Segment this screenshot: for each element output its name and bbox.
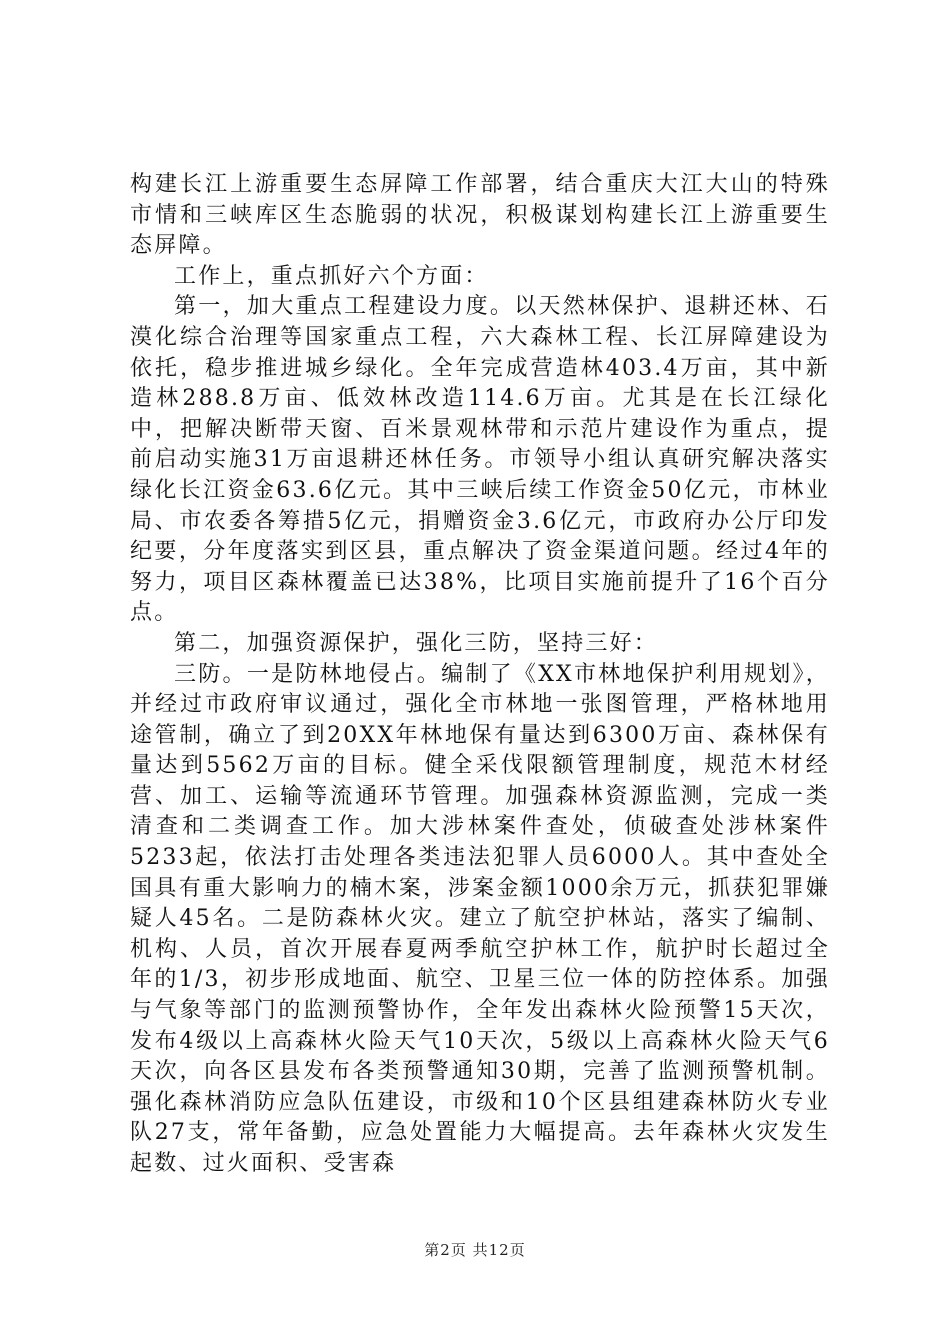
page-number-footer: 第2页 共12页: [424, 1241, 526, 1259]
paragraph: 三防。一是防林地侵占。编制了《XX市林地保护利用规划》，并经过市政府审议通过，强化全市林地一张图管理，严格林地用途管制，确立了到20XX年林地保有量达到6300万亩、森林保有量达到5562万亩的目标。健全采伐限额管理制度，规范木材经营、加工、运输等流通环节管理。加强森林资源监测，完成一类清查和二类调查工作。加大涉林案件查处，侦破查处涉林案件5233起，依法打击处理各类违法犯罪人员6000人。其中查处全国具有重大影响力的楠木案，涉案金额1000余万元，抓获犯罪嫌疑人45名。二是防森林火灾。建立了航空护林站，落实了编制、机构、人员，首次开展春夏两季航空护林工作，航护时长超过全年的1/3，初步形成地面、航空、卫星三位一体的防控体系。加强与气象等部门的监测预警协作，全年发出森林火险预警15天次，发布4级以上高森林火险天气10天次，5级以上高森林火险天气6天次，向各区县发布各类预警通知30期，完善了监测预警机制。强化森林消防应急队伍建设，市级和10个区县组建森林防火专业队27支，常年备勤，应急处置能力大幅提高。去年森林火灾发生起数、过火面积、受害森: [130, 661, 830, 1176]
paragraph: 第一，加大重点工程建设力度。以天然林保护、退耕还林、石漠化综合治理等国家重点工程，六大森林工程、长江屏障建设为依托，稳步推进城乡绿化。全年完成营造林403.4万亩，其中新造林288.8万亩、低效林改造114.6万亩。尤其是在长江绿化中，把解决断带天窗、百米景观林带和示范片建设作为重点，提前启动实施31万亩退耕还林任务。市领导小组认真研究解决落实绿化长江资金63.6亿元。其中三峡后续工作资金50亿元，市林业局、市农委各筹措5亿元，捐赠资金3.6亿元，市政府办公厅印发纪要，分年度落实到区县，重点解决了资金渠道问题。经过4年的努力，项目区森林覆盖已达38%，比项目实施前提升了16个百分点。: [130, 294, 830, 626]
paragraph: 工作上，重点抓好六个方面：: [174, 263, 489, 289]
paragraph: 第二，加强资源保护，强化三防，坚持三好：: [174, 630, 659, 656]
document-body: [130, 170, 830, 1180]
paragraph: 构建长江上游重要生态屏障工作部署，结合重庆大江大山的特殊市情和三峡库区生态脆弱的状况，积极谋划构建长江上游重要生态屏障。: [130, 172, 830, 259]
